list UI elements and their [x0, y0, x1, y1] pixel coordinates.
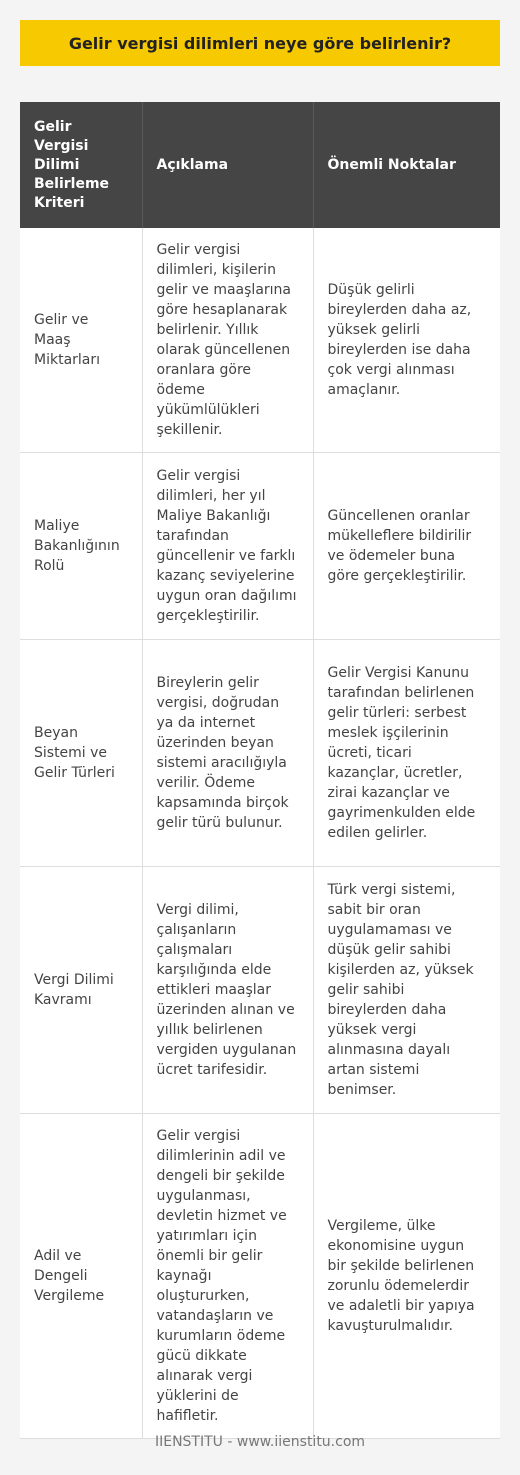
table-row	[20, 228, 500, 453]
header-criterion: Gelir Vergisi Dilimi Belirleme Kriteri	[20, 102, 142, 228]
cell-notes: Vergileme, ülke ekonomisine uygun bir şekilde belirlenen zorunlu ödemelerdir ve adaletli bir yapıya kavuşturulmalıdır.	[313, 1114, 500, 1439]
footer-credit	[0, 1434, 520, 1450]
cell-description: Gelir vergisi dilimleri, her yıl Maliye Bakanlığı tarafından güncellenir ve farklı kazanç seviyelerine uygun oran dağılımı gerçekleştirilir.	[142, 453, 313, 640]
cell-description: Bireylerin gelir vergisi, doğrudan ya da internet üzerinden beyan sistemi aracılığıyla verilir. Ödeme kapsamında birçok gelir türü bulunur.	[142, 640, 313, 867]
cell-notes: Gelir Vergisi Kanunu tarafından belirlenen gelir türleri: serbest meslek işçilerinin ücreti, ticari kazançlar, ücretler, zirai kazançlar ve gayrimenkulden elde edilen gelirler.	[313, 640, 500, 867]
cell-criterion: Vergi Dilimi Kavramı	[20, 867, 142, 1114]
cell-description: Gelir vergisi dilimlerinin adil ve dengeli bir şekilde uygulanması, devletin hizmet ve yatırımları için önemli bir gelir kaynağı oluştururken, vatandaşların ve kurumların ödeme gücü dikkate alınarak vergi yüklerini de hafifletir.	[142, 1114, 313, 1439]
cell-notes: Düşük gelirli bireylerden daha az, yüksek gelirli bireylerden ise daha çok vergi alınması amaçlanır.	[313, 228, 500, 453]
cell-notes: Türk vergi sistemi, sabit bir oran uygulamaması ve düşük gelir sahibi kişilerden az, yüksek gelir sahibi bireylerden daha yüksek vergi alınmasına dayalı artan sistemi benimser.	[313, 867, 500, 1114]
cell-criterion: Maliye Bakanlığının Rolü	[20, 453, 142, 640]
cell-description: Gelir vergisi dilimleri, kişilerin gelir ve maaşlarına göre hesaplanarak belirlenir. Yıllık olarak güncellenen oranlara göre ödeme yükümlülükleri şekillenir.	[142, 228, 313, 453]
tax-criteria-table	[20, 102, 500, 1439]
cell-criterion: Adil ve Dengeli Vergileme	[20, 1114, 142, 1439]
cell-notes: Güncellenen oranlar mükelleflere bildirilir ve ödemeler buna göre gerçekleştirilir.	[313, 453, 500, 640]
cell-criterion: Beyan Sistemi ve Gelir Türleri	[20, 640, 142, 867]
table-row	[20, 1114, 500, 1439]
page-title-text: Gelir vergisi dilimleri neye göre belirlenir?	[68, 33, 452, 53]
header-notes: Önemli Noktalar	[313, 102, 500, 228]
footer-text: IIENSTITU - www.iienstitu.com	[154, 1434, 366, 1450]
cell-criterion: Gelir ve Maaş Miktarları	[20, 228, 142, 453]
table-row	[20, 640, 500, 867]
page-title	[20, 20, 500, 66]
table-row	[20, 867, 500, 1114]
table-header-row	[20, 102, 500, 228]
table-row	[20, 453, 500, 640]
cell-description: Vergi dilimi, çalışanların çalışmaları karşılığında elde ettikleri maaşlar üzerinden alınan ve yıllık belirlenen vergiden uygulanan ücret tarifesidir.	[142, 867, 313, 1114]
header-description: Açıklama	[142, 102, 313, 228]
